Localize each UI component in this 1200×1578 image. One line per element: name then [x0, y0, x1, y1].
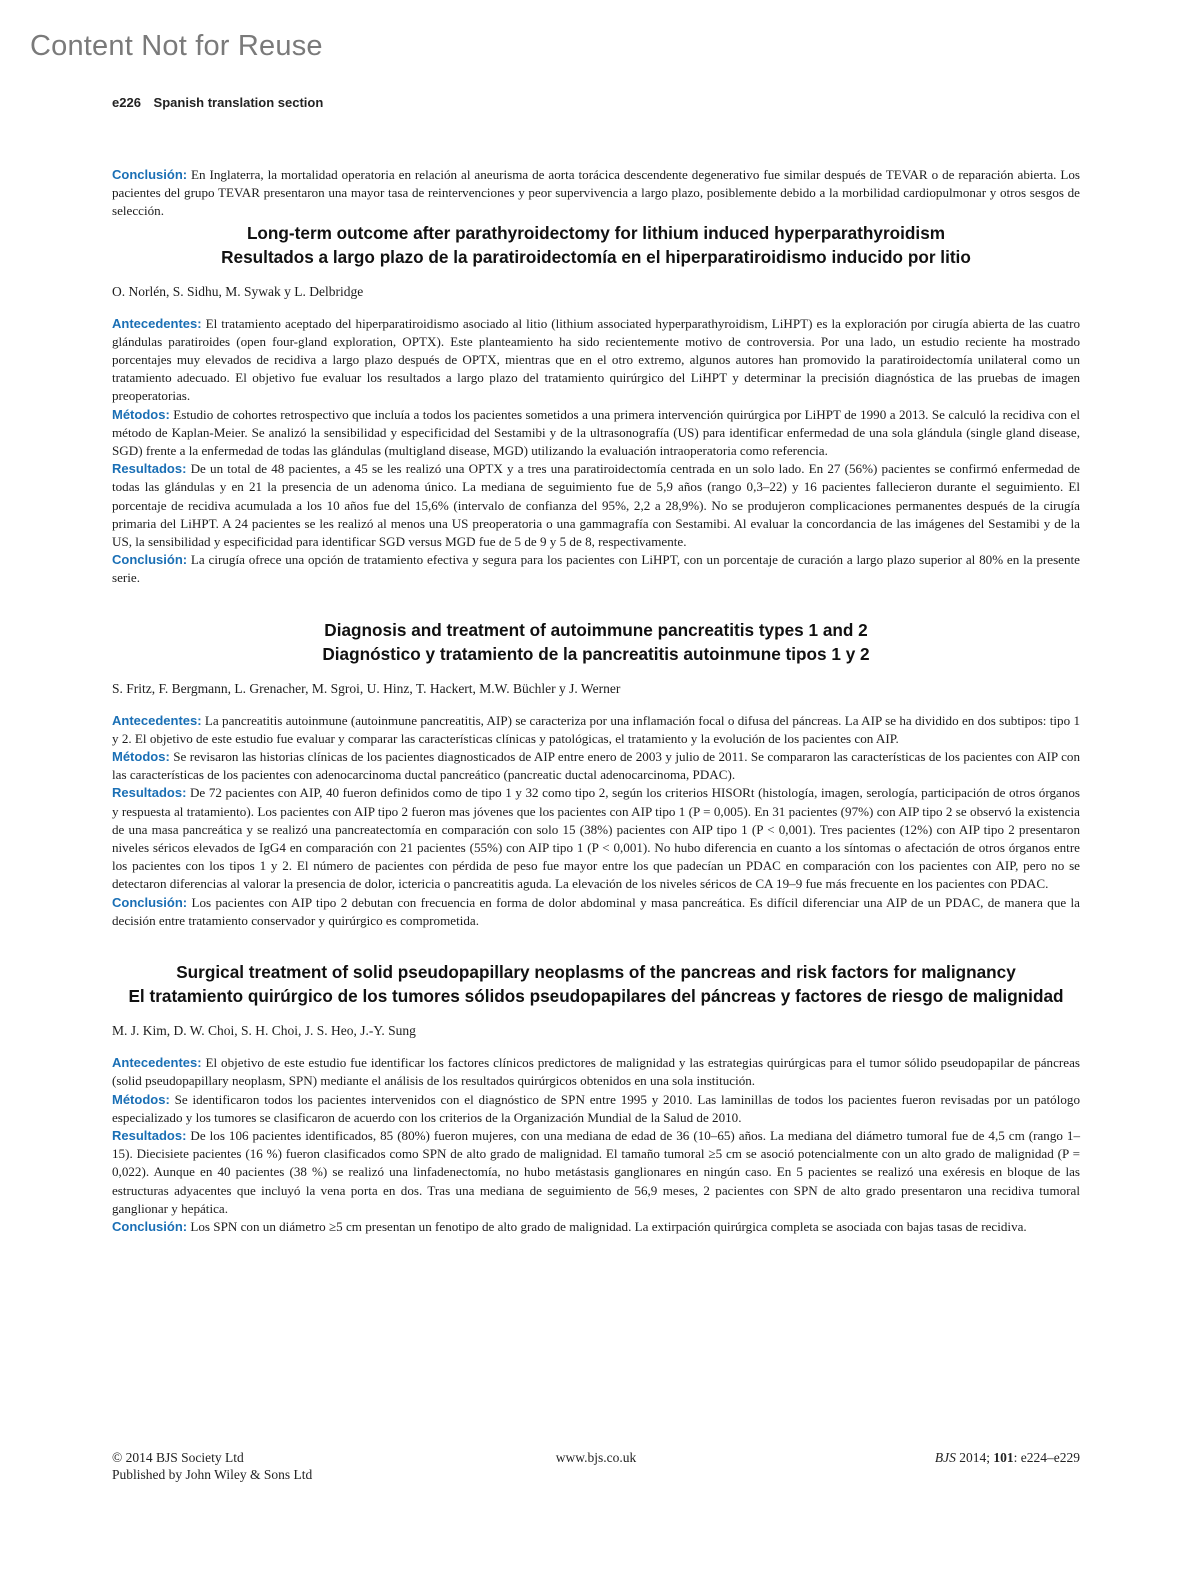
intro-conclusion: [112, 166, 1080, 221]
section-text: El tratamiento aceptado del hiperparatiroidismo asociado al litio (lithium associated hyperparathyroidism, LiHPT) es la exploración por cirugía abierta de las cuatro glándulas paratiroides (open four-gland exploration, OPTX). Este planteamiento ha sido recientemente motivo de controversia. Por una lado, un estudio reciente ha mostrado porcentajes muy elevados de recidiva a largo plazo después de OPTX, mientras que en el otro extremo, algunos autores han promovido la paratiroidectomía unilateral como un tratamiento adecuado. El objetivo fue evaluar los resultados a largo plazo del tratamiento quirúrgico del LiHPT y determinar la precisión diagnóstica de las pruebas de imagen preoperatorias.: [112, 315, 1080, 404]
article-title-en: Diagnosis and treatment of autoimmune pancreatitis types 1 and 2: [324, 619, 868, 640]
abstract-section-metodos: [112, 748, 1080, 784]
section-label: Métodos:: [112, 1091, 170, 1107]
section-text: En Inglaterra, la mortalidad operatoria en relación al aneurisma de aorta torácica descendente degenerativo fue similar después de TEVAR o de reparación abierta. Los pacientes del grupo TEVAR presentaron una mayor tasa de reintervenciones y peor supervivencia a largo plazo, posiblemente debido a la morbilidad cardiopulmonar y otros sesgos de selección.: [112, 167, 1080, 219]
article-lithium-parathyroidectomy: [112, 221, 1080, 588]
article-title-en: Surgical treatment of solid pseudopapillary neoplasms of the pancreas and risk factors for malignancy: [176, 962, 1016, 983]
section-label: Resultados:: [112, 1127, 187, 1143]
article-title-es: El tratamiento quirúrgico de los tumores sólidos pseudopapilares del páncreas y factores de riesgo de malignidad: [128, 986, 1064, 1007]
citation: [935, 1449, 1080, 1466]
section-text: Los SPN con un diámetro ≥5 cm presentan un fenotipo de alto grado de malignidad. La extirpación quirúrgica completa se asociada con bajas tasas de recidiva.: [187, 1218, 1027, 1234]
abstract-section-antecedentes: [112, 315, 1080, 406]
section-label: Resultados:: [112, 461, 187, 477]
section-label: Conclusión:: [112, 167, 188, 182]
section-text: De 72 pacientes con AIP, 40 fueron definidos como de tipo 1 y 32 como tipo 2, según los criterios HISORt (histología, imagen, serología, participación de otros órganos y respuesta al tratamiento). Los pacientes con AIP tipo 2 fueron mas jóvenes que los pacientes con AIP tipo 1 (P = 0,005). En 31 pacientes (97%) con AIP tipo 2 se observó la existencia de una masa pancreática y se realizó una pancreatectomía en comparación con solo 15 (38%) pacientes con AIP tipo 1 (P < 0,001). Tres pacientes (12%) con AIP tipo 2 presentaron niveles séricos elevados de IgG4 en comparación con 21 pacientes (55%) con AIP tipo 1 (P < 0,001). No hubo diferencia en cuanto a los síntomas o afectación de otros órganos entre los pacientes con los tipos 1 y 2. El número de pacientes con pérdida de peso fue mayor entre los que padecían un PDAC en comparación con los pacientes con AIP, pero no se detectaron diferencias al valorar la presencia de dolor, ictericia o pancreatitis aguda. La elevación de los niveles séricos de CA 19–9 fue más frecuente en los pacientes con PDAC.: [112, 785, 1080, 892]
section-text: La cirugía ofrece una opción de tratamiento efectiva y segura para los pacientes con LiHPT, con un porcentaje de curación a largo plazo superior al 80% en la presente serie.: [112, 552, 1080, 586]
section-label: Métodos:: [112, 406, 170, 422]
citation-pages: : e224–e229: [1013, 1450, 1080, 1465]
article-solid-pseudopapillary-neoplasms: [112, 960, 1080, 1236]
section-text: La pancreatitis autoinmune (autoinmune pancreatitis, AIP) se caracteriza por una inflamación focal o difusa del páncreas. La AIP se ha dividido en dos subtipos: tipo 1 y 2. El objetivo de este estudio fue evaluar y comparar las características clínicas y patológicas, el tratamiento y la evolución de los pacientes con AIP.: [112, 712, 1080, 746]
article-title-es: Diagnóstico y tratamiento de la pancreatitis autoinmune tipos 1 y 2: [322, 643, 870, 664]
page-number: e226: [112, 95, 141, 110]
abstract-section-antecedentes: [112, 1054, 1080, 1090]
section-label: Antecedentes:: [112, 712, 202, 728]
journal-name: BJS: [934, 1450, 956, 1465]
article-authors: S. Fritz, F. Bergmann, L. Grenacher, M. Sgroi, U. Hinz, T. Hackert, M.W. Büchler y J. Werner: [112, 680, 621, 696]
section-text: El objetivo de este estudio fue identificar los factores clínicos predictores de malignidad y las estrategias quirúrgicas para el tumor sólido pseudopapilar de páncreas (solid pseudopapillary neoplasm, SPN) mediante el análisis de los resultados quirúrgicos obtenidos en una sola institución.: [112, 1055, 1080, 1089]
abstract-section-conclusion: [112, 894, 1080, 930]
section-label: Conclusión:: [112, 894, 188, 910]
section-text: De los 106 pacientes identificados, 85 (80%) fueron mujeres, con una mediana de edad de 36 (10–65) años. La mediana del diámetro tumoral fue de 4,5 cm (rango 1–15). Diecisiete pacientes (16 %) fueron clasificados como SPN de alto grado de malignidad. El tamaño tumoral ≥5 cm se asoció potencialmente con un alto grado de malignidad (P = 0,022). Aunque en 40 pacientes (38 %) se realizó una linfadenectomía, no hubo metástasis ganglionares en ningún caso. En 5 pacientes se realizó una exéresis en bloque de las estructuras adyacentes que incluyó la vena porta en dos. Tras una mediana de seguimiento de 56,9 meses, 2 pacientes con SPN de alto grado presentaron una recidiva tumoral ganglionar y hepática.: [112, 1127, 1080, 1216]
abstract-section-conclusion: [112, 1218, 1080, 1236]
section-label: Antecedentes:: [112, 315, 202, 331]
abstract-section-metodos: [112, 406, 1080, 461]
page-content: [112, 166, 1080, 1236]
article-title-en: Long-term outcome after parathyroidectomy for lithium induced hyperparathyroidism: [246, 222, 946, 243]
section-text: Se identificaron todos los pacientes intervenidos con el diagnóstico de SPN entre 1995 y 2010. Las laminillas de todos los pacientes fueron revisadas por un patólogo especializado y los tumores se clasificaron de acuerdo con los criterios de la Organización Mundial de la Salud de 2010.: [112, 1091, 1080, 1125]
article-authors: O. Norlén, S. Sidhu, M. Sywak y L. Delbridge: [112, 283, 364, 299]
abstract: [112, 315, 1080, 588]
section-label: Conclusión:: [112, 552, 188, 568]
section-text: Estudio de cohortes retrospectivo que incluía a todos los pacientes sometidos a una primera intervención quirúrgica por LiHPT de 1990 a 2013. Se calculó la recidiva con el método de Kaplan-Meier. Se analizó la sensibilidad y especificidad del Sestamibi y de la ultrasonografía (US) para identificar enfermedad de una sola glándula (single gland disease, SGD) frente a la enfermedad de todas las glándulas (multigland disease, MGD) utilizando la evaluación intraoperatoria como referencia.: [112, 406, 1080, 459]
abstract-section-metodos: [112, 1091, 1080, 1127]
abstract: [112, 712, 1080, 930]
abstract-section-antecedentes: [112, 712, 1080, 748]
abstract-section-resultados: [112, 1127, 1080, 1218]
section-label: Métodos:: [112, 749, 170, 765]
article-autoimmune-pancreatitis: [112, 618, 1080, 930]
abstract-section-conclusion: [112, 551, 1080, 587]
article-authors: M. J. Kim, D. W. Choi, S. H. Choi, J. S. Heo, J.-Y. Sung: [112, 1023, 416, 1039]
watermark: Content Not for Reuse: [30, 30, 323, 62]
abstract-section-resultados: [112, 460, 1080, 551]
publisher: Published by John Wiley & Sons Ltd: [112, 1467, 313, 1482]
citation-year: 2014;: [955, 1450, 994, 1465]
abstract: [112, 1054, 1080, 1236]
copyright: © 2014 BJS Society Ltd: [112, 1450, 244, 1465]
abstract-section-resultados: [112, 784, 1080, 893]
section-text: Los pacientes con AIP tipo 2 debutan con frecuencia en forma de dolor abdominal y masa pancreática. Es difícil diferenciar una AIP de un PDAC, de manera que la decisión entre tratamiento conservador y quirúrgico es comprometida.: [112, 894, 1080, 928]
section-text: Se revisaron las historias clínicas de los pacientes diagnosticados de AIP entre enero de 2003 y julio de 2011. Se compararon las características de los pacientes con AIP con las características de los pacientes con adenocarcinoma ductal pancreático (pancreatic ductal adenocarcinoma, PDAC).: [112, 749, 1080, 783]
citation-volume: 101: [993, 1450, 1014, 1465]
section-name: Spanish translation section: [153, 95, 324, 110]
running-head: [112, 95, 323, 110]
section-label: Conclusión:: [112, 1218, 188, 1234]
section-label: Resultados:: [112, 785, 187, 801]
article-title-es: Resultados a largo plazo de la paratiroidectomía en el hiperparatiroidismo inducido por litio: [221, 246, 971, 267]
journal-url: www.bjs.co.uk: [555, 1450, 637, 1465]
section-text: De un total de 48 pacientes, a 45 se les realizó una OPTX y a tres una paratiroidectomía centrada en un solo lado. En 27 (56%) pacientes se confirmó enfermedad de todas las glándulas y en 21 la presencia de un adenoma único. La mediana de seguimiento fue de 5,9 años (rango 0,3–22) y 16 pacientes fallecieron durante el seguimiento. El porcentaje de recidiva acumulada a los 10 años fue del 15,6% (intervalo de confianza del 95%, 2,2 a 28,9%). No se produjeron complicaciones permanentes después de la cirugía primaria del LiHPT. A 24 pacientes se les realizó al menos una US preoperatoria o una gammagrafía con Sestamibi. Al evaluar la concordancia de las imágenes del Sestamibi y de la US, la sensibilidad y especificidad para identificar SGD versus MGD fue de 5 de 9 y 5 de 8, respectivamente.: [112, 461, 1080, 550]
section-label: Antecedentes:: [112, 1055, 202, 1071]
